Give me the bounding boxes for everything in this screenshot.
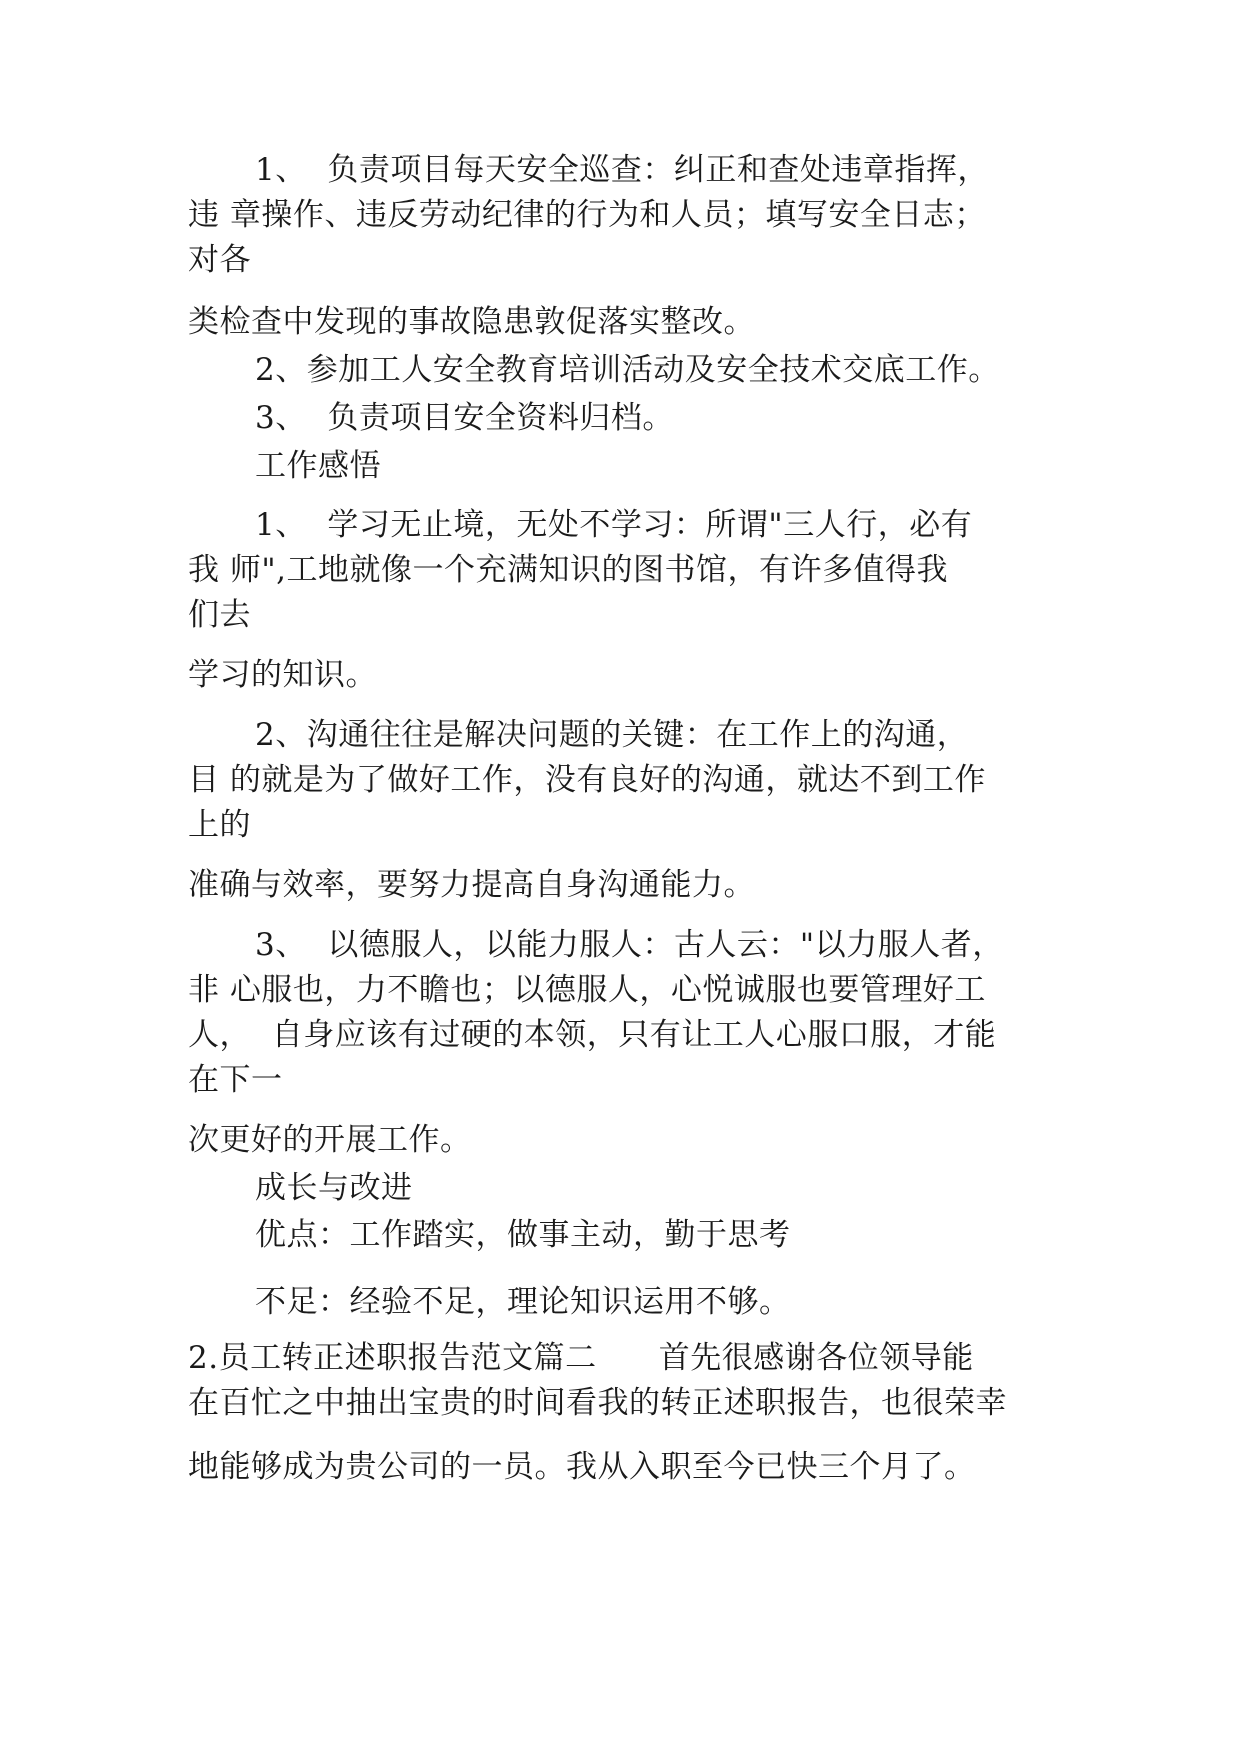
text-line: 类检查中发现的事故隐患敦促落实整改。: [188, 304, 755, 340]
section-heading: 工作感悟: [255, 448, 381, 484]
text-line: 地能够成为贵公司的一员。我从入职至今已快三个月了。: [188, 1449, 976, 1485]
text-line: 目 的就是为了做好工作，没有良好的沟通，就达不到工作: [188, 762, 986, 798]
text-line: 2.员工转正述职报告范文篇二 首先很感谢各位领导能: [188, 1340, 974, 1376]
text-line: 1、 学习无止境，无处不学习：所谓"三人行，必有: [255, 507, 973, 543]
text-line: 3、 负责项目安全资料归档。: [255, 400, 674, 436]
text-line: 在下一: [188, 1062, 283, 1098]
text-line: 不足：经验不足，理论知识运用不够。: [255, 1284, 791, 1320]
text-line: 2、参加工人安全教育培训活动及安全技术交底工作。: [255, 352, 1000, 388]
text-line: 人， 自身应该有过硬的本领，只有让工人心服口服，才能: [188, 1017, 997, 1053]
text-line: 3、 以德服人，以能力服人：古人云："以力服人者，: [255, 927, 1004, 963]
text-line: 们去: [188, 597, 251, 633]
text-line: 上的: [188, 807, 251, 843]
text-line: 学习的知识。: [188, 657, 377, 693]
text-line: 优点：工作踏实，做事主动，勤于思考: [255, 1217, 791, 1253]
text-line: 在百忙之中抽出宝贵的时间看我的转正述职报告，也很荣幸: [188, 1385, 1007, 1421]
section-heading: 成长与改进: [255, 1170, 413, 1206]
text-line: 违 章操作、违反劳动纪律的行为和人员；填写安全日志；: [188, 197, 986, 233]
text-line: 2、沟通往往是解决问题的关键：在工作上的沟通，: [255, 717, 969, 753]
text-line: 对各: [188, 242, 251, 278]
text-line: 1、 负责项目每天安全巡查：纠正和查处违章指挥，: [255, 152, 989, 188]
text-line: 非 心服也，力不瞻也；以德服人，心悦诚服也要管理好工: [188, 972, 986, 1008]
text-line: 准确与效率，要努力提高自身沟通能力。: [188, 867, 755, 903]
text-line: 我 师",工地就像一个充满知识的图书馆，有许多值得我: [188, 552, 948, 588]
text-line: 次更好的开展工作。: [188, 1122, 472, 1158]
